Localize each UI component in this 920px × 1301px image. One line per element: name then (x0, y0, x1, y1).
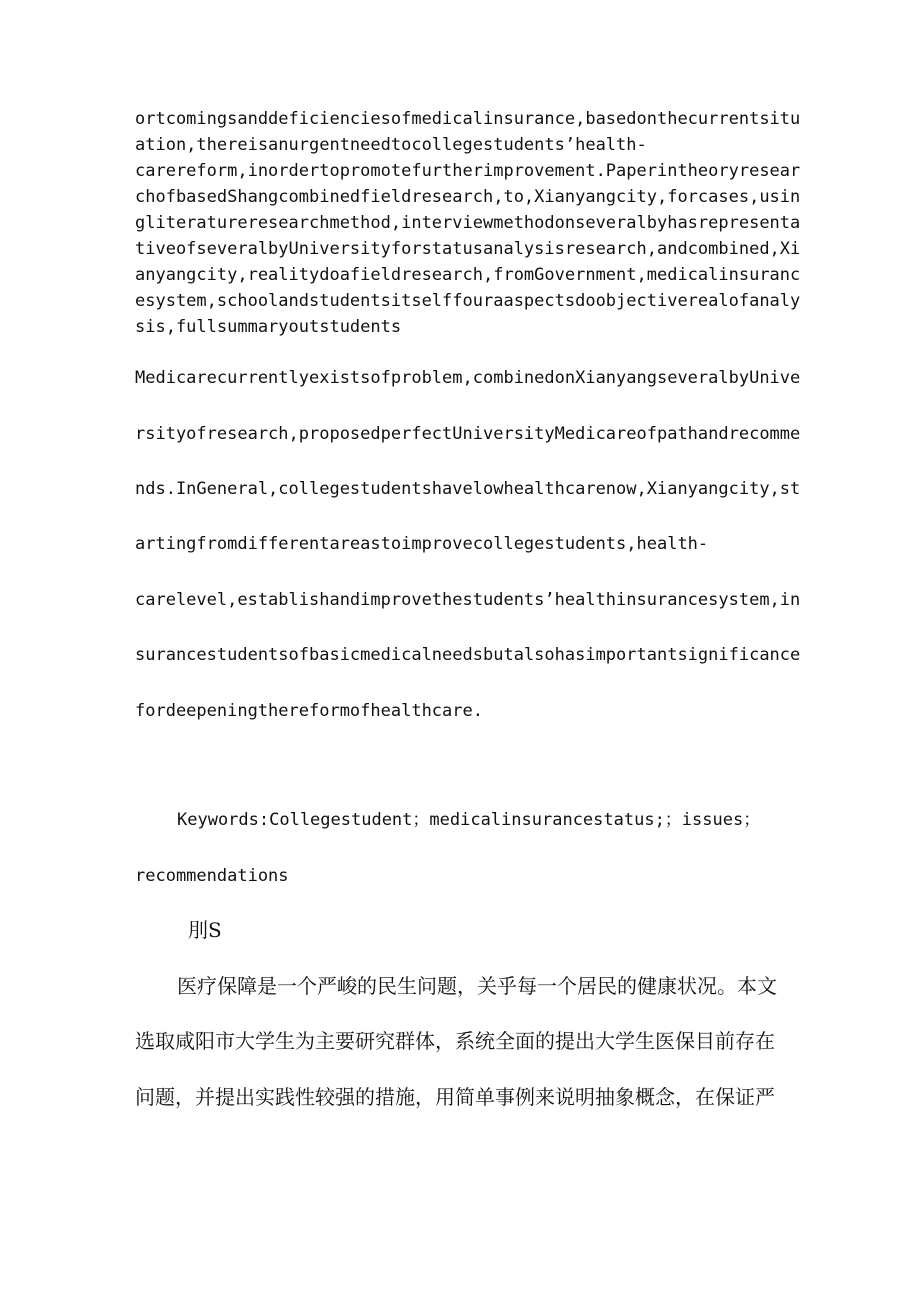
keywords-line: Keywords:Collegestudent；medicalinsurancestatus;；issues； (177, 810, 761, 830)
abstract-wide-line: carelevel,establishandimprovethestudents’healthinsurancesystem,in (135, 590, 801, 610)
section-heading: 刖S (188, 918, 222, 942)
abstract-line: chofbasedShangcombinedfieldresearch,to,Xianyangcity,forcases,usin (135, 187, 801, 207)
abstract-line: carereform,inordertopromotefurtherimprovement.Paperintheoryresear (135, 161, 801, 181)
abstract-wide-line: nds.InGeneral,collegestudentshavelowhealthcarenow,Xianyangcity,st (135, 479, 801, 499)
abstract-line: ortcomingsanddeficienciesofmedicalinsurance,basedonthecurrentsitu (135, 109, 801, 129)
keywords-line: recommendations (135, 866, 289, 886)
abstract-line: gliteratureresearchmethod,interviewmethodonseveralbyhasrepresenta (135, 213, 801, 233)
body-line: 医疗保障是一个严峻的民生问题，关乎每一个居民的健康状况。本文 (177, 974, 777, 998)
abstract-wide-line: Medicarecurrentlyexistsofproblem,combinedonXianyangseveralbyUnive (135, 368, 801, 388)
abstract-line: tiveofseveralbyUniversityforstatusanalysisresearch,andcombined,Xi (135, 239, 801, 259)
abstract-line: ation,thereisanurgentneedtocollegestudents’health- (135, 135, 647, 155)
abstract-wide-line: fordeepeningthereformofhealthcare. (135, 701, 483, 721)
abstract-line: anyangcity,realitydoafieldresearch,fromGovernment,medicalinsuranc (135, 265, 801, 285)
abstract-line: esystem,schoolandstudentsitselffouraaspectsdoobjectiverealofanaly (135, 291, 801, 311)
abstract-wide-line: rsityofresearch,proposedperfectUniversityMedicareofpathandrecomme (135, 424, 801, 444)
body-line: 问题，并提出实践性较强的措施，用简单事例来说明抽象概念，在保证严 (135, 1085, 775, 1109)
abstract-wide-line: artingfromdifferentareastoimprovecollegestudents,health- (135, 534, 709, 554)
abstract-line: sis,fullsummaryoutstudents (135, 317, 402, 337)
abstract-wide-line: surancestudentsofbasicmedicalneedsbutalsohasimportantsignificance (135, 645, 801, 665)
body-line: 选取咸阳市大学生为主要研究群体，系统全面的提出大学生医保目前存在 (135, 1029, 775, 1053)
